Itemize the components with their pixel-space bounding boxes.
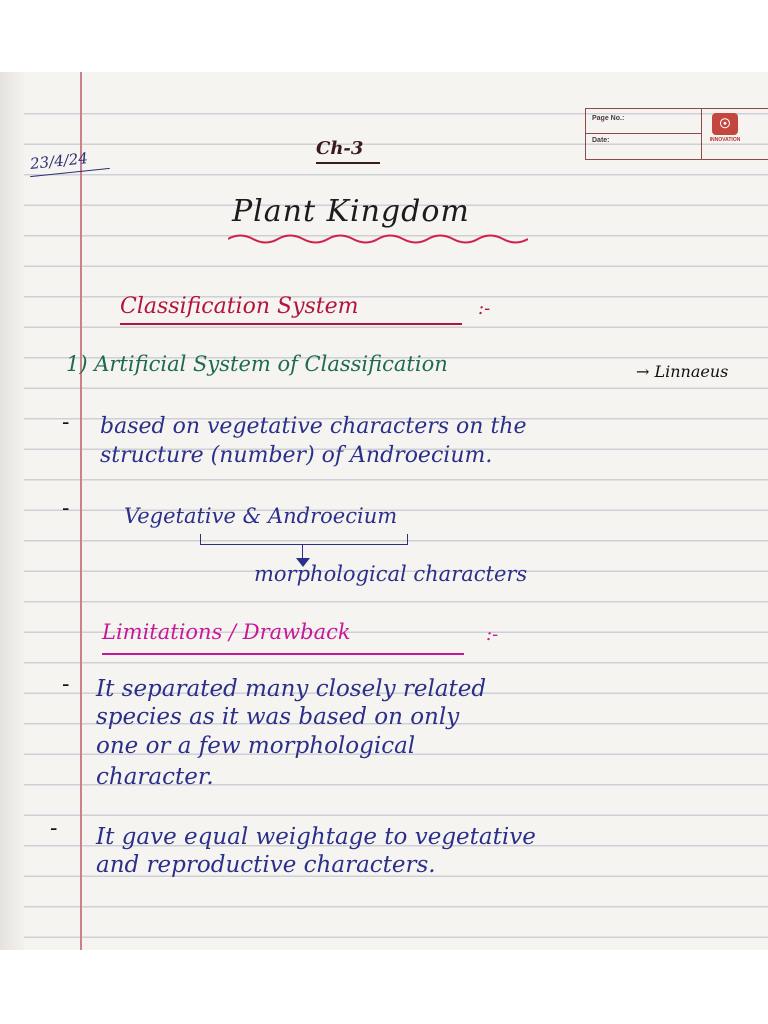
bullet-1-dash: -	[62, 410, 70, 435]
chapter-label: Ch-3	[316, 138, 364, 159]
bullet-3-line-1: It separated many closely related	[96, 676, 487, 702]
bullet-2-vegetative-line: Vegetative & Androecium	[124, 504, 398, 528]
bullet-4-dash: -	[50, 816, 58, 841]
page-binding	[0, 72, 24, 950]
bullet-2-result-line: morphological characters	[254, 562, 528, 586]
header-divider	[586, 133, 701, 134]
section-heading: Classification System	[120, 294, 359, 319]
limitations-heading: Limitations / Drawback	[102, 620, 351, 644]
bullet-1-line-1: based on vegetative characters on the	[100, 414, 527, 439]
page-header-box	[585, 108, 768, 160]
bullet-4-line-1: It gave equal weightage to vegetative	[96, 824, 536, 850]
bullet-4-line-2: and reproductive characters.	[96, 852, 436, 878]
page-no-label: Page No.:	[592, 115, 625, 122]
margin-line	[80, 72, 82, 950]
bullet-3-dash: -	[62, 672, 70, 697]
chapter-underline	[316, 162, 380, 164]
notebook-page	[0, 72, 768, 950]
date-label: Date:	[592, 137, 610, 144]
bullet-2-dash: -	[62, 496, 70, 521]
logo-text: INNOVATION	[709, 137, 741, 143]
limitations-underline	[102, 653, 464, 655]
logo-mark-icon: ☉	[712, 113, 738, 135]
brand-logo	[702, 111, 748, 157]
title-wavy-underline	[228, 232, 528, 246]
limitations-suffix: :-	[486, 624, 499, 645]
bullet-3-line-3: one or a few morphological	[96, 733, 416, 759]
grouping-bracket	[200, 534, 408, 545]
bullet-3-line-2: species as it was based on only	[96, 704, 460, 730]
note-date: 23/4/24	[29, 149, 89, 173]
bullet-1-line-2: structure (number) of Androecium.	[100, 443, 493, 468]
item-1-arrow-target: → Linnaeus	[636, 362, 729, 381]
item-1-heading: 1) Artificial System of Classification	[66, 352, 448, 376]
page-title: Plant Kingdom	[232, 194, 470, 229]
bullet-3-line-4: character.	[96, 764, 214, 790]
section-underline	[120, 323, 462, 325]
section-suffix: :-	[478, 298, 491, 319]
